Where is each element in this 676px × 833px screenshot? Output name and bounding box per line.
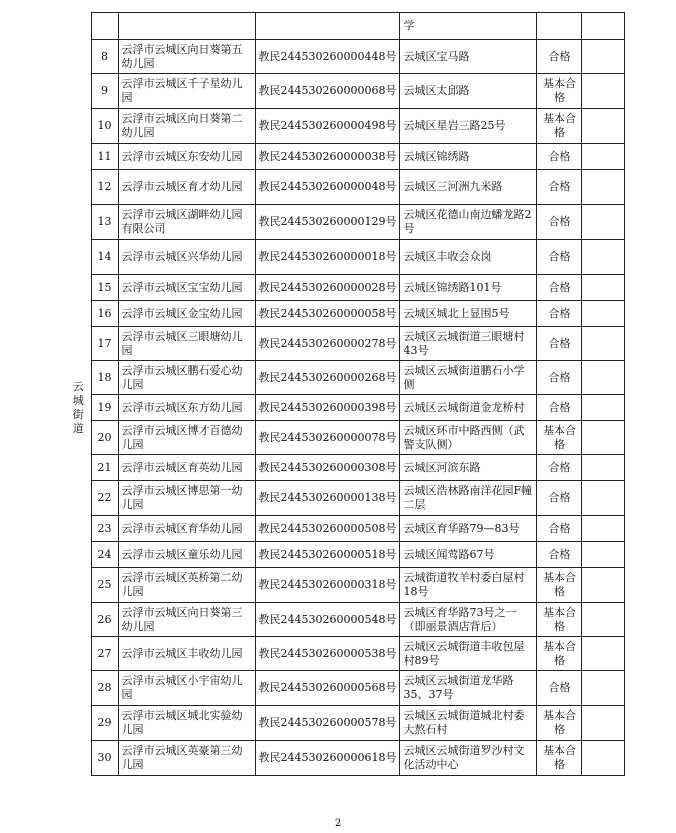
table-row bbox=[66, 109, 625, 144]
cell-num: 26 bbox=[91, 603, 118, 637]
cell-address: 云城区太邱路 bbox=[400, 74, 537, 109]
cell-num: 11 bbox=[91, 144, 118, 170]
table-row-top bbox=[66, 13, 625, 40]
table-row bbox=[66, 603, 625, 637]
cell-result: 合格 bbox=[537, 144, 582, 170]
cell-num: 10 bbox=[91, 109, 118, 144]
cell-result: 合格 bbox=[537, 40, 582, 74]
cell-num: 18 bbox=[91, 361, 118, 395]
cell-num: 13 bbox=[91, 205, 118, 240]
cell-license: 教民244530260000078号 bbox=[255, 421, 400, 455]
table-row bbox=[66, 706, 625, 741]
table-row bbox=[66, 240, 625, 275]
cell-name: 云浮市云城区向日葵第二幼儿园 bbox=[118, 109, 255, 144]
cell-num: 14 bbox=[91, 240, 118, 275]
cell-num: 28 bbox=[91, 671, 118, 706]
cell-license: 教民244530260000578号 bbox=[255, 706, 400, 741]
cell-address: 云城区三河洲九米路 bbox=[400, 170, 537, 205]
cell-num: 29 bbox=[91, 706, 118, 741]
cell-name: 云浮市云城区向日葵第五幼儿园 bbox=[118, 40, 255, 74]
cell-license: 教民244530260000538号 bbox=[255, 637, 400, 671]
cell-name: 云浮市云城区博才百德幼儿园 bbox=[118, 421, 255, 455]
cell-address: 云城区星岩三路25号 bbox=[400, 109, 537, 144]
cell-num: 12 bbox=[91, 170, 118, 205]
cell-address: 云城区花德山南边蟠龙路2号 bbox=[400, 205, 537, 240]
cell-license: 教民244530260000268号 bbox=[255, 361, 400, 395]
cell-extra bbox=[582, 671, 625, 706]
cell-address: 云城区城北上显围5号 bbox=[400, 301, 537, 327]
cell-extra bbox=[582, 637, 625, 671]
cell-name: 云浮市云城区三眼塘幼儿园 bbox=[118, 327, 255, 361]
table-row bbox=[66, 741, 625, 776]
cell-license: 教民244530260000138号 bbox=[255, 481, 400, 516]
cell-name: 云浮市云城区金宝幼儿园 bbox=[118, 301, 255, 327]
cell-result: 基本合格 bbox=[537, 603, 582, 637]
cell-address: 云城区云城街道丰收包屋村89号 bbox=[400, 637, 537, 671]
cell-name: 云浮市云城区鹏石爱心幼儿园 bbox=[118, 361, 255, 395]
cell-extra bbox=[582, 706, 625, 741]
cell-license: 教民244530260000038号 bbox=[255, 144, 400, 170]
cell-num: 25 bbox=[91, 568, 118, 603]
table-row bbox=[66, 301, 625, 327]
cell-result: 合格 bbox=[537, 671, 582, 706]
cell-result: 合格 bbox=[537, 481, 582, 516]
street-label-char: 街 bbox=[72, 407, 84, 421]
cell-address: 云城区云城街道城北村委大熬石村 bbox=[400, 706, 537, 741]
cell-extra bbox=[582, 603, 625, 637]
cell-result: 合格 bbox=[537, 516, 582, 542]
cell-num: 24 bbox=[91, 542, 118, 568]
table-row bbox=[66, 637, 625, 671]
table-row bbox=[66, 542, 625, 568]
cell-address: 云城区浩林路南洋花园F幢二层 bbox=[400, 481, 537, 516]
table-row bbox=[66, 205, 625, 240]
cell-name: 云浮市云城区英桥第二幼儿园 bbox=[118, 568, 255, 603]
cell-num: 19 bbox=[91, 395, 118, 421]
cell-extra bbox=[582, 13, 625, 40]
cell-license: 教民244530260000518号 bbox=[255, 542, 400, 568]
cell-extra bbox=[582, 568, 625, 603]
cell-result: 基本合格 bbox=[537, 706, 582, 741]
cell-license: 教民244530260000318号 bbox=[255, 568, 400, 603]
cell-extra bbox=[582, 741, 625, 776]
cell-name: 云浮市云城区童乐幼儿园 bbox=[118, 542, 255, 568]
cell-license: 教民244530260000028号 bbox=[255, 275, 400, 301]
cell-extra bbox=[582, 275, 625, 301]
kindergarten-table bbox=[66, 12, 625, 776]
cell-extra bbox=[582, 542, 625, 568]
cell-num: 9 bbox=[91, 74, 118, 109]
cell-address: 学 bbox=[400, 13, 537, 40]
cell-result: 合格 bbox=[537, 542, 582, 568]
cell-address: 云城区云城街道三眼塘村43号 bbox=[400, 327, 537, 361]
table-row bbox=[66, 40, 625, 74]
street-column-top bbox=[66, 13, 91, 40]
cell-num: 16 bbox=[91, 301, 118, 327]
cell-extra bbox=[582, 361, 625, 395]
cell-num: 15 bbox=[91, 275, 118, 301]
cell-license: 教民244530260000308号 bbox=[255, 455, 400, 481]
cell-result: 合格 bbox=[537, 327, 582, 361]
cell-num bbox=[91, 13, 118, 40]
cell-address: 云城区云城街道鹏石小学侧 bbox=[400, 361, 537, 395]
cell-name: 云浮市云城区育才幼儿园 bbox=[118, 170, 255, 205]
cell-result: 合格 bbox=[537, 455, 582, 481]
cell-name: 云浮市云城区小宇宙幼儿园 bbox=[118, 671, 255, 706]
cell-extra bbox=[582, 205, 625, 240]
table-row bbox=[66, 395, 625, 421]
cell-license: 教民244530260000068号 bbox=[255, 74, 400, 109]
cell-extra bbox=[582, 240, 625, 275]
table-row bbox=[66, 144, 625, 170]
cell-address: 云城区宝马路 bbox=[400, 40, 537, 74]
cell-result: 合格 bbox=[537, 361, 582, 395]
cell-address: 云城区云城街道罗沙村文化活动中心 bbox=[400, 741, 537, 776]
table-row bbox=[66, 568, 625, 603]
cell-extra bbox=[582, 74, 625, 109]
cell-result: 基本合格 bbox=[537, 637, 582, 671]
cell-address: 云城区河滨东路 bbox=[400, 455, 537, 481]
table-row bbox=[66, 455, 625, 481]
cell-address: 云城区闻莺路67号 bbox=[400, 542, 537, 568]
street-label-char: 云 bbox=[72, 379, 84, 393]
cell-name: 云浮市云城区博思第一幼儿园 bbox=[118, 481, 255, 516]
cell-license: 教民244530260000548号 bbox=[255, 603, 400, 637]
cell-address: 云城街道牧羊村委白屋村18号 bbox=[400, 568, 537, 603]
cell-license: 教民244530260000058号 bbox=[255, 301, 400, 327]
cell-extra bbox=[582, 455, 625, 481]
cell-license: 教民244530260000048号 bbox=[255, 170, 400, 205]
cell-address: 云城区育华路73号之一（即丽景酒店背后） bbox=[400, 603, 537, 637]
cell-name: 云浮市云城区兴华幼儿园 bbox=[118, 240, 255, 275]
cell-result: 基本合格 bbox=[537, 421, 582, 455]
cell-name: 云浮市云城区丰收幼儿园 bbox=[118, 637, 255, 671]
table-row bbox=[66, 74, 625, 109]
cell-extra bbox=[582, 40, 625, 74]
cell-result: 基本合格 bbox=[537, 741, 582, 776]
cell-name: 云浮市云城区东安幼儿园 bbox=[118, 144, 255, 170]
cell-result: 合格 bbox=[537, 240, 582, 275]
cell-result: 合格 bbox=[537, 301, 582, 327]
table-row bbox=[66, 671, 625, 706]
cell-extra bbox=[582, 109, 625, 144]
cell-result bbox=[537, 13, 582, 40]
cell-extra bbox=[582, 170, 625, 205]
cell-license: 教民244530260000398号 bbox=[255, 395, 400, 421]
cell-num: 8 bbox=[91, 40, 118, 74]
cell-name: 云浮市云城区向日葵第三幼儿园 bbox=[118, 603, 255, 637]
cell-extra bbox=[582, 144, 625, 170]
cell-extra bbox=[582, 481, 625, 516]
cell-extra bbox=[582, 301, 625, 327]
cell-num: 22 bbox=[91, 481, 118, 516]
cell-address: 云城区云城街道龙华路35、37号 bbox=[400, 671, 537, 706]
cell-result: 基本合格 bbox=[537, 109, 582, 144]
cell-address: 云城区丰收会众岗 bbox=[400, 240, 537, 275]
cell-num: 27 bbox=[91, 637, 118, 671]
cell-result: 基本合格 bbox=[537, 568, 582, 603]
cell-extra bbox=[582, 516, 625, 542]
cell-name: 云浮市云城区城北实验幼儿园 bbox=[118, 706, 255, 741]
cell-license: 教民244530260000618号 bbox=[255, 741, 400, 776]
street-label bbox=[66, 40, 91, 776]
cell-license: 教民244530260000498号 bbox=[255, 109, 400, 144]
cell-num: 30 bbox=[91, 741, 118, 776]
cell-result: 合格 bbox=[537, 395, 582, 421]
cell-name: 云浮市云城区东方幼儿园 bbox=[118, 395, 255, 421]
cell-license: 教民244530260000018号 bbox=[255, 240, 400, 275]
cell-name: 云浮市云城区育华幼儿园 bbox=[118, 516, 255, 542]
cell-license bbox=[255, 13, 400, 40]
page-number: 2 bbox=[334, 818, 342, 829]
cell-license: 教民244530260000508号 bbox=[255, 516, 400, 542]
cell-name: 云浮市云城区湖畔幼儿园有限公司 bbox=[118, 205, 255, 240]
cell-extra bbox=[582, 395, 625, 421]
table-row bbox=[66, 481, 625, 516]
table-row bbox=[66, 327, 625, 361]
cell-address: 云城区环市中路西侧（武警支队侧） bbox=[400, 421, 537, 455]
cell-name: 云浮市云城区育英幼儿园 bbox=[118, 455, 255, 481]
cell-num: 20 bbox=[91, 421, 118, 455]
cell-license: 教民244530260000129号 bbox=[255, 205, 400, 240]
table-row bbox=[66, 170, 625, 205]
street-label-char: 道 bbox=[72, 421, 84, 435]
cell-result: 基本合格 bbox=[537, 74, 582, 109]
cell-name: 云浮市云城区宝宝幼儿园 bbox=[118, 275, 255, 301]
table-row bbox=[66, 421, 625, 455]
cell-num: 17 bbox=[91, 327, 118, 361]
table-row bbox=[66, 361, 625, 395]
table-row bbox=[66, 516, 625, 542]
cell-num: 23 bbox=[91, 516, 118, 542]
cell-address: 云城区锦绣路 bbox=[400, 144, 537, 170]
cell-extra bbox=[582, 327, 625, 361]
cell-name: 云浮市云城区英豪第三幼儿园 bbox=[118, 741, 255, 776]
cell-extra bbox=[582, 421, 625, 455]
street-label-char: 城 bbox=[72, 393, 84, 407]
cell-address: 云城区云城街道金龙桥村 bbox=[400, 395, 537, 421]
cell-license: 教民244530260000568号 bbox=[255, 671, 400, 706]
cell-name bbox=[118, 13, 255, 40]
cell-license: 教民244530260000448号 bbox=[255, 40, 400, 74]
table-row bbox=[66, 275, 625, 301]
cell-result: 合格 bbox=[537, 205, 582, 240]
cell-license: 教民244530260000278号 bbox=[255, 327, 400, 361]
cell-name: 云浮市云城区千子星幼儿园 bbox=[118, 74, 255, 109]
cell-result: 合格 bbox=[537, 275, 582, 301]
cell-address: 云城区锦绣路101号 bbox=[400, 275, 537, 301]
cell-num: 21 bbox=[91, 455, 118, 481]
cell-result: 合格 bbox=[537, 170, 582, 205]
cell-address: 云城区育华路79—83号 bbox=[400, 516, 537, 542]
